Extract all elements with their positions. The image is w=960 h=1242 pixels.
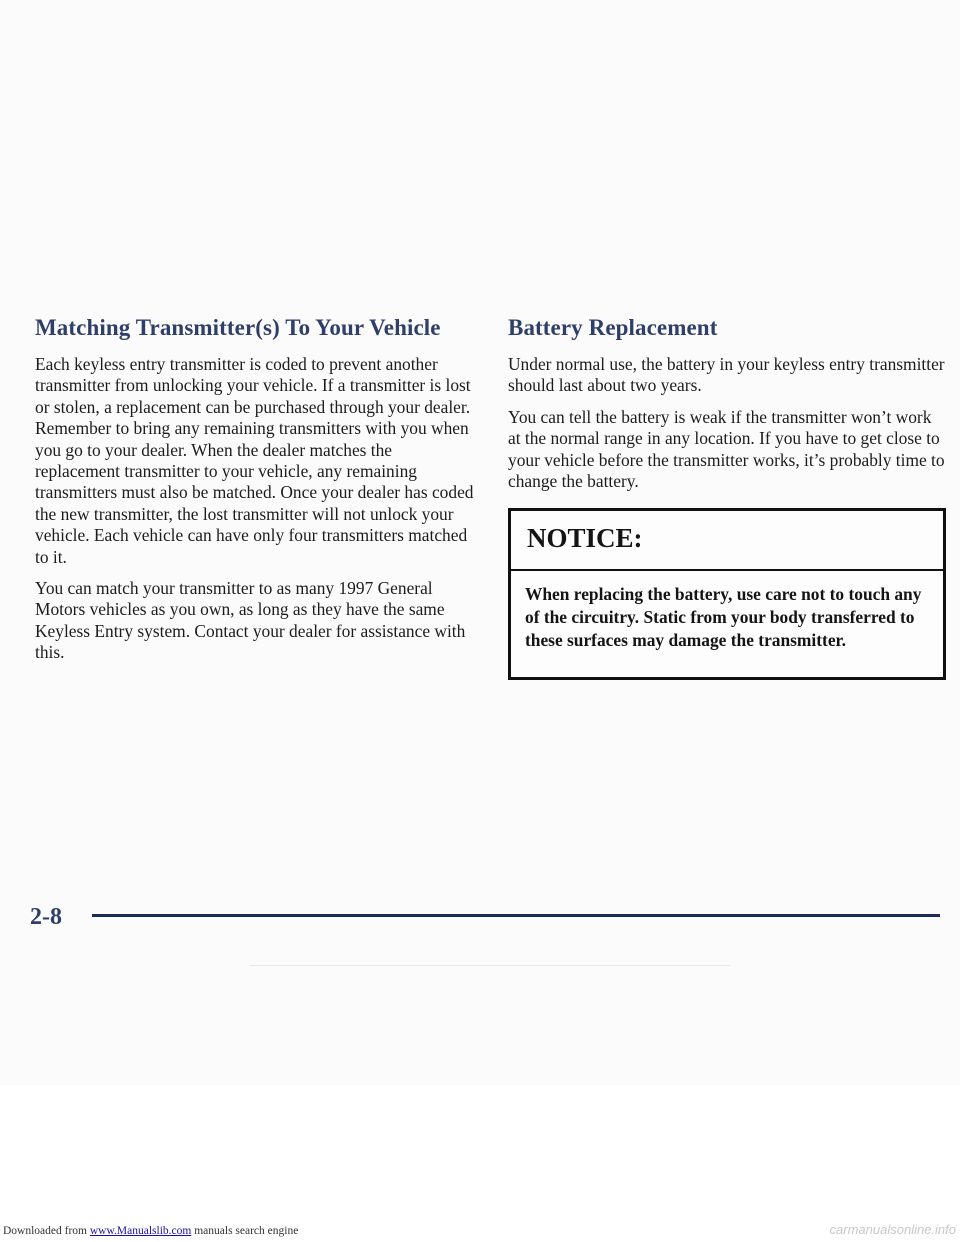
matching-paragraph-2: You can match your transmitter to as many 1997 General Motors vehicles as you own, as long as they have the same Keyless Entry system. Contact your dealer for assistance with this. [35, 578, 466, 663]
matching-transmitters-heading: Matching Transmitter(s) To Your Vehicle [35, 315, 441, 340]
battery-replacement-heading: Battery Replacement [508, 315, 718, 340]
notice-body: When replacing the battery, use care not to touch any of the circuitry. Static from your body transferred to these surfaces may damage the transmitter. [525, 584, 922, 651]
notice-title-row [511, 511, 943, 571]
download-footer [3, 1224, 298, 1238]
battery-paragraph-1: Under normal use, the battery in your keyless entry transmitter should last about two years. [508, 354, 945, 396]
page-rule-line [92, 914, 940, 917]
notice-box [508, 508, 946, 680]
manualslib-link[interactable]: www.Manualslib.com [89, 1225, 192, 1237]
scan-artifact-line [250, 965, 730, 966]
right-column [508, 312, 948, 680]
left-column [35, 312, 475, 674]
page-number: 2-8 [30, 904, 62, 930]
watermark: carmanualsonline.info [829, 1222, 956, 1237]
footer-prefix: Downloaded from [3, 1225, 90, 1237]
matching-paragraph-1: Each keyless entry transmitter is coded to prevent another transmitter from unlocking your vehicle. If a transmitter is lost or stolen, a replacement can be purchased through your dealer. Remember to bring any remaining transmitters with you when you go to your dealer. When the dealer matches the replacement transmitter to your vehicle, any remaining transmitters must also be matched. Once your dealer has coded the new transmitter, the lost transmitter will not unlock your vehicle. Each vehicle can have only four transmitters matched to it. [35, 354, 474, 567]
notice-title: NOTICE: [527, 523, 643, 554]
battery-paragraph-2: You can tell the battery is weak if the transmitter won’t work at the normal range in any location. If you have to get close to your vehicle before the transmitter works, it’s probably time to change the battery. [508, 406, 945, 492]
footer-suffix: manuals search engine [191, 1225, 299, 1237]
